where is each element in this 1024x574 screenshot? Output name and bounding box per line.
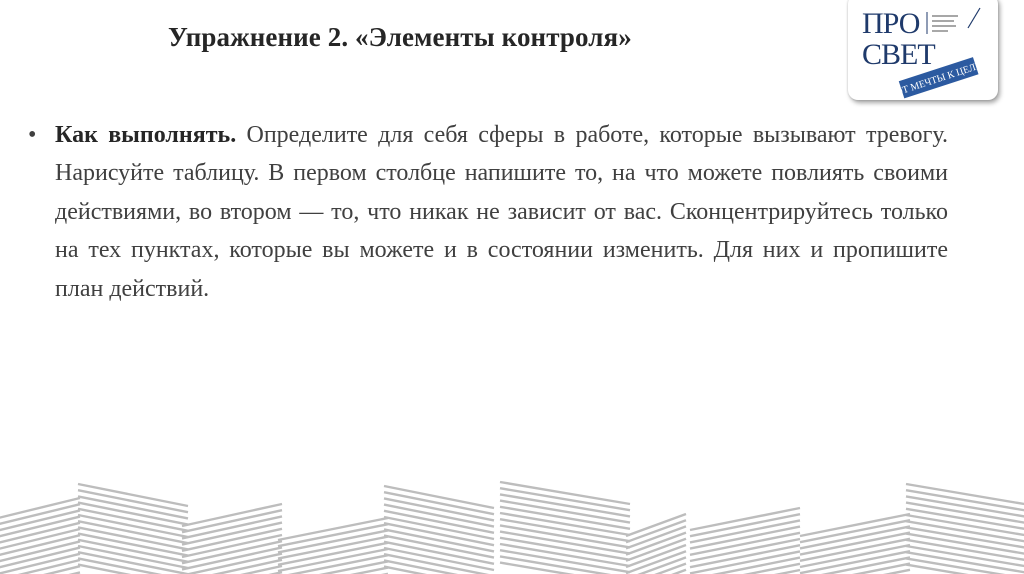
pattern-line — [800, 526, 910, 548]
logo-slash — [968, 8, 980, 28]
pattern-line — [626, 551, 686, 573]
pattern-line — [690, 545, 800, 567]
pattern-line — [500, 482, 630, 504]
bullet-body: Определите для себя сферы в работе, которые вызывают тревогу. Нарисуйте таблицу. В первом столбце напишите то, на что можете повлиять своими действиями, во втором — то, что никак не зависит от вас. Сконцентрируйтесь только на тех пунктах, которые вы можете и в состоянии изменить. Для них и пропишите план действий. — [55, 122, 948, 302]
pattern-line — [78, 503, 188, 525]
bullet-item — [28, 116, 948, 308]
pattern-line — [500, 519, 630, 541]
pattern-line — [500, 488, 630, 510]
pattern-line — [182, 510, 282, 532]
pattern-line — [384, 511, 494, 533]
pattern-line — [500, 532, 630, 554]
pattern-line — [384, 536, 494, 558]
pattern-line — [690, 558, 800, 574]
pattern-line — [384, 498, 494, 520]
pattern-line — [78, 534, 188, 556]
pattern-line — [626, 539, 686, 561]
pattern-line — [500, 538, 630, 560]
pattern-line — [800, 533, 910, 555]
bullet-marker: • — [28, 122, 37, 148]
pattern-line — [626, 533, 686, 555]
pattern-line — [278, 537, 388, 559]
pattern-line — [800, 545, 910, 567]
pattern-line — [182, 529, 282, 551]
pattern-line — [384, 548, 494, 570]
pattern-line — [690, 533, 800, 555]
pattern-line — [384, 486, 494, 508]
pattern-line — [78, 546, 188, 568]
bullet-list — [28, 116, 948, 308]
pattern-line — [626, 526, 686, 548]
pattern-line — [278, 518, 388, 540]
pattern-line — [384, 542, 494, 564]
pattern-line — [78, 490, 188, 512]
pattern-line — [384, 529, 494, 551]
pattern-line — [78, 509, 188, 531]
pattern-line — [78, 484, 188, 506]
pattern-line — [906, 484, 1024, 506]
logo-ribbon-text: ОТ МЕЧТЫ К ЦЕЛИ — [894, 59, 985, 99]
brand-logo-graphic — [848, 0, 998, 100]
pattern-line — [182, 523, 282, 545]
pattern-line — [384, 492, 494, 514]
pattern-line — [78, 527, 188, 549]
pattern-line — [500, 501, 630, 523]
pattern-line — [182, 535, 282, 557]
pattern-line — [690, 527, 800, 549]
pattern-line — [78, 540, 188, 562]
pattern-line — [182, 541, 282, 563]
pattern-line — [0, 560, 80, 574]
pattern-line — [384, 517, 494, 539]
pattern-line — [690, 520, 800, 542]
pattern-line — [0, 498, 80, 520]
pattern-line — [278, 530, 388, 552]
pattern-line — [800, 520, 910, 542]
pattern-line — [384, 505, 494, 527]
pattern-line — [500, 507, 630, 529]
pattern-line — [78, 515, 188, 537]
slide-title: Упражнение 2. «Элементы контроля» — [168, 22, 632, 52]
pattern-line — [500, 544, 630, 566]
pattern-line — [182, 547, 282, 569]
pattern-line — [626, 520, 686, 542]
pattern-line — [182, 516, 282, 538]
pattern-line — [800, 539, 910, 561]
pattern-line — [78, 552, 188, 574]
pattern-line — [500, 494, 630, 516]
pattern-line — [384, 523, 494, 545]
pattern-line — [690, 539, 800, 561]
pattern-line — [800, 551, 910, 573]
pattern-line — [500, 513, 630, 535]
decorative-chevron-pattern — [0, 474, 1024, 574]
pattern-line — [500, 550, 630, 572]
pattern-line — [278, 524, 388, 546]
pattern-line — [78, 496, 188, 518]
pattern-line — [690, 551, 800, 573]
logo-line-2: СВЕТ — [862, 38, 935, 71]
pattern-line — [78, 521, 188, 543]
pattern-line — [690, 514, 800, 536]
brand-logo — [848, 0, 998, 100]
logo-line-1: ПРО — [862, 7, 920, 40]
pattern-line — [690, 508, 800, 530]
pattern-line — [906, 558, 1024, 574]
pattern-line — [626, 545, 686, 567]
pattern-line — [278, 549, 388, 571]
pattern-line — [182, 504, 282, 526]
pattern-line — [626, 514, 686, 536]
pattern-line — [500, 525, 630, 547]
bullet-lead: Как выполнять. — [55, 122, 237, 148]
pattern-line — [800, 514, 910, 536]
pattern-line — [278, 543, 388, 565]
